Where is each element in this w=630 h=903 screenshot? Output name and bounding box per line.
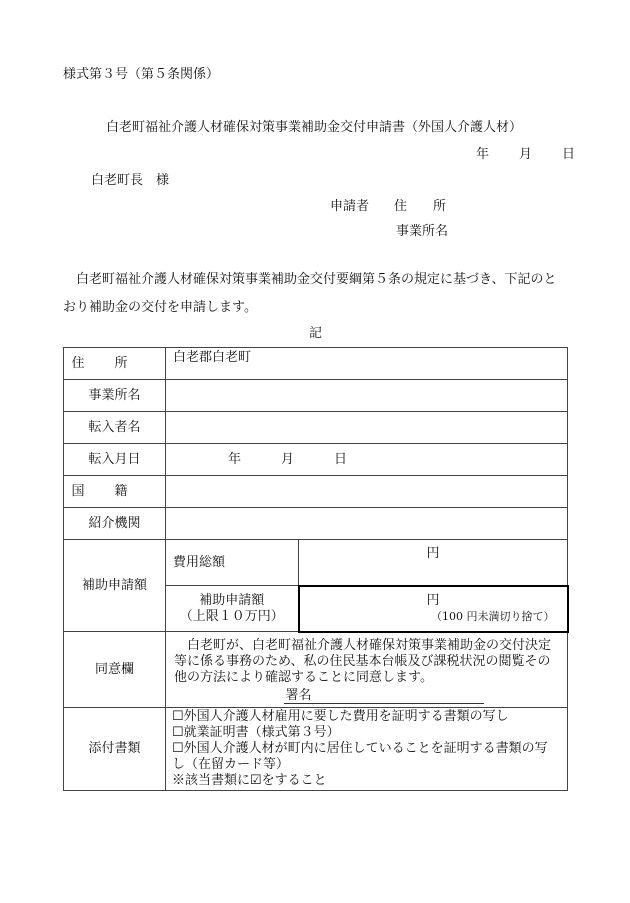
nationality-label: 国籍 bbox=[71, 483, 158, 499]
office-label: 事業所名 bbox=[88, 387, 141, 403]
address-value-cell[interactable] bbox=[166, 348, 568, 380]
move-in-year: 年 bbox=[228, 451, 242, 467]
transferee-label-cell bbox=[64, 412, 166, 444]
attachments-cell bbox=[166, 708, 568, 791]
ki-heading: 記 bbox=[309, 326, 323, 341]
address-label-cell bbox=[64, 348, 166, 380]
subsidy-limit: （上限１０万円） bbox=[179, 608, 284, 624]
date-year: 年 bbox=[476, 147, 490, 162]
transferee-value-field[interactable] bbox=[166, 412, 568, 444]
office-label-cell bbox=[64, 380, 166, 412]
subsidy-label-cell bbox=[64, 540, 166, 632]
nationality-label-cell bbox=[64, 476, 166, 508]
application-table bbox=[63, 347, 569, 791]
date-day: 日 bbox=[562, 147, 576, 162]
consent-cell bbox=[166, 632, 568, 708]
body-text-line1: 白老町福祉介護人材確保対策事業補助金交付要綱第５条の規定に基づき、下記のと bbox=[76, 272, 557, 287]
applicant-label: 申請者 bbox=[330, 199, 370, 214]
row-total-cost bbox=[64, 540, 568, 586]
date-month: 月 bbox=[519, 147, 533, 162]
attachments-label: 添付書類 bbox=[88, 741, 141, 756]
attachment-note: ※該当書類に☑をすること bbox=[172, 773, 327, 788]
address-label: 住所 bbox=[71, 355, 158, 371]
row-consent bbox=[64, 632, 568, 708]
addressee: 白老町長 様 bbox=[91, 173, 170, 188]
attachment-item[interactable]: ☐就業証明書（様式第３号） bbox=[172, 725, 340, 740]
attachment-item[interactable]: ☐外国人介護人材雇用に要した費用を証明する書類の写し bbox=[172, 709, 509, 724]
signature-line[interactable] bbox=[284, 690, 484, 704]
signature-row bbox=[174, 688, 561, 704]
transferee-label: 転入者名 bbox=[88, 419, 141, 435]
total-cost-yen: 円 bbox=[426, 546, 440, 561]
move-in-month: 月 bbox=[281, 451, 295, 467]
subsidy-amount-field[interactable] bbox=[299, 586, 568, 632]
move-in-day: 日 bbox=[334, 451, 348, 467]
row-office bbox=[64, 380, 568, 412]
rounding-note: （100 円未満切り捨て） bbox=[431, 609, 555, 623]
total-cost-label-cell bbox=[166, 540, 299, 586]
form-title: 白老町福祉介護人材確保対策事業補助金交付申請書（外国人介護人材） bbox=[106, 120, 523, 135]
agency-label: 紹介機関 bbox=[88, 515, 141, 531]
row-move-in-date bbox=[64, 444, 568, 476]
subsidy-label: 補助申請額 bbox=[81, 577, 147, 593]
body-text-line2: おり補助金の交付を申請します。 bbox=[63, 300, 257, 315]
applicant-office-label: 事業所名 bbox=[396, 224, 449, 239]
attachment-item-continued: し（在留カード等） bbox=[172, 757, 290, 772]
total-cost-field[interactable] bbox=[299, 540, 568, 586]
move-in-date-label: 転入月日 bbox=[88, 451, 141, 467]
nationality-value-field[interactable] bbox=[166, 476, 568, 508]
move-in-date-field[interactable] bbox=[166, 444, 568, 476]
consent-label: 同意欄 bbox=[94, 661, 134, 677]
address-value: 白老郡白老町 bbox=[173, 350, 252, 365]
subsidy-amount-label: 補助申請額 bbox=[199, 592, 265, 608]
office-value-field[interactable] bbox=[166, 380, 568, 412]
consent-label-cell bbox=[64, 632, 166, 708]
attachment-item[interactable]: ☐外国人介護人材が町内に居住していることを証明する書類の写 bbox=[172, 741, 548, 756]
agency-value-field[interactable] bbox=[166, 508, 568, 540]
total-cost-label: 費用総額 bbox=[173, 554, 226, 570]
consent-text: 白老町が、白老町福祉介護人材確保対策事業補助金の交付決定等に係る事務のため、私の住民基本台帳及び課税状況の閲覧その他の方法により確認することに同意します。 bbox=[174, 638, 552, 686]
row-agency bbox=[64, 508, 568, 540]
row-transferee bbox=[64, 412, 568, 444]
row-address bbox=[64, 348, 568, 380]
move-in-date-label-cell bbox=[64, 444, 166, 476]
row-attachments bbox=[64, 708, 568, 791]
attachments-label-cell bbox=[64, 708, 166, 791]
form-number: 様式第３号（第５条関係） bbox=[63, 67, 220, 82]
agency-label-cell bbox=[64, 508, 166, 540]
date-line bbox=[476, 147, 575, 163]
subsidy-amount-yen: 円 bbox=[426, 592, 440, 608]
applicant-address-label: 住 所 bbox=[394, 199, 447, 214]
subsidy-amount-label-cell bbox=[166, 586, 299, 632]
row-nationality bbox=[64, 476, 568, 508]
signature-label: 署名 bbox=[285, 688, 312, 704]
